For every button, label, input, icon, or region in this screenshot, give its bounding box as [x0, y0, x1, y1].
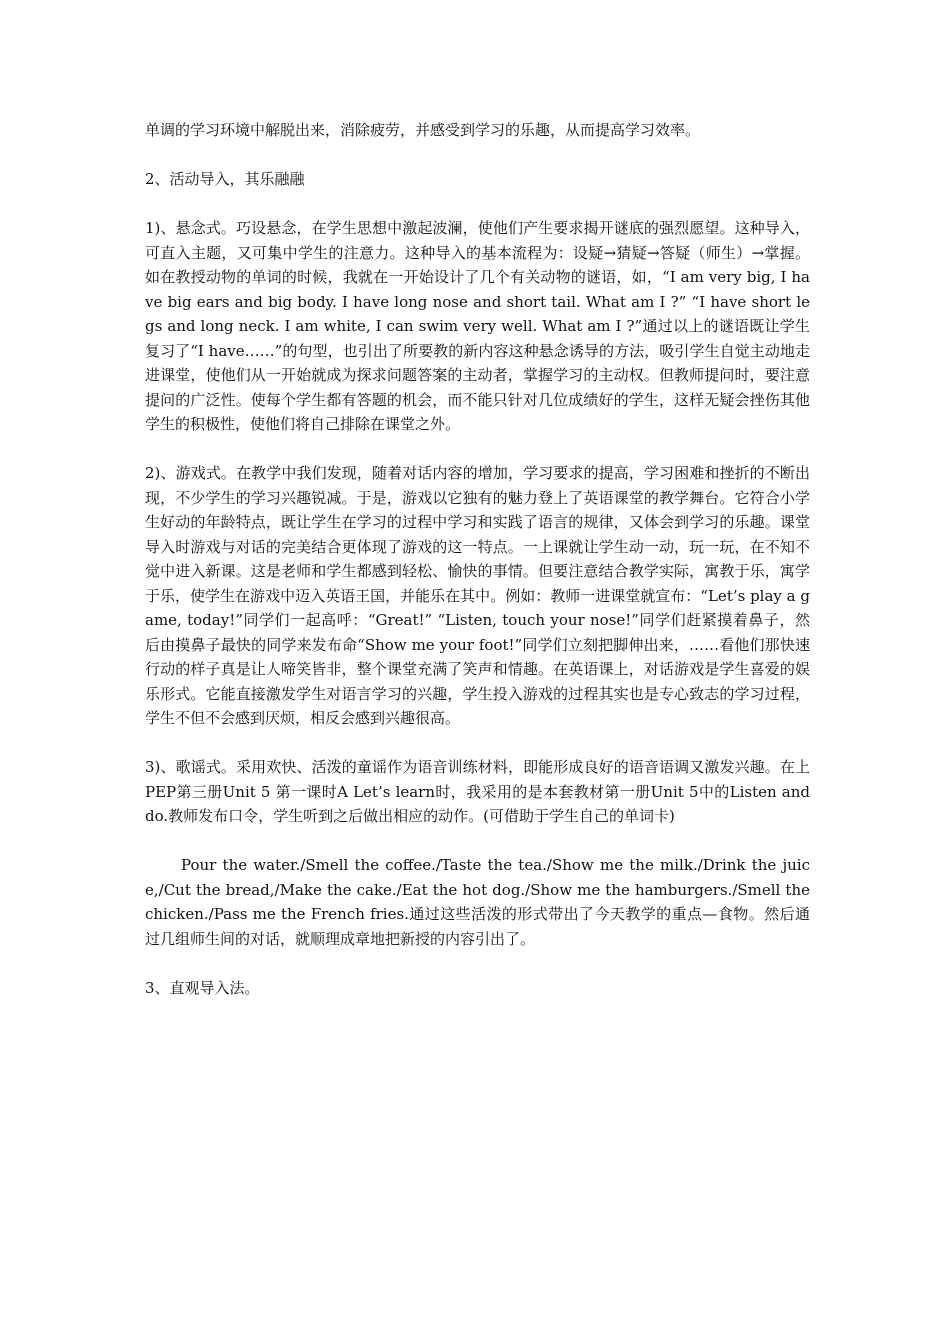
section-heading-visual-intro: 3、直观导入法。 — [145, 978, 260, 997]
paragraph-rhyme-method: 3)、歌谣式。采用欢快、活泼的童谣作为语音训练材料，即能形成良好的语音语调又激发兴趣。在上PEP第三册Unit 5 第一课时A Let’s learn时，我采用的是本套教材第一册Unit 5中的Listen and do.教师发布口令，学生听到之后做出相应的动作。(可借助于学生自己的单词卡) — [145, 758, 810, 825]
paragraph-game-method: 2)、游戏式。在教学中我们发现，随着对话内容的增加，学习要求的提高，学习困难和挫折的不断出现，不少学生的学习兴趣锐减。于是，游戏以它独有的魅力登上了英语课堂的教学舞台。它符合小学生好动的年龄特点，既让学生在学习的过程中学习和实践了语言的规律，又体会到学习的乐趣。课堂导入时游戏与对话的完美结合更体现了游戏的这一特点。一上课就让学生动一动，玩一玩，在不知不觉中进入新课。这是老师和学生都感到轻松、愉快的事情。但要注意结合教学实际，寓教于乐，寓学于乐，使学生在游戏中迈入英语王国，并能乐在其中。例如：教师一进课堂就宣布：“Let’s play a game, today!”同学们一起高呼：“Great!” “Listen, touch your nose!”同学们赶紧摸着鼻子，然后由摸鼻子最快的同学来发布命“Show me your foot!”同学们立刻把脚伸出来，……看他们那快速行动的样子真是让人啼笑皆非，整个课堂充满了笑声和情趣。在英语课上，对话游戏是学生喜爱的娱乐形式。它能直接激发学生对语言学习的兴趣，学生投入游戏的过程其实也是专心致志的学习过程，学生不但不会感到厌烦，相反会感到兴趣很高。 — [145, 464, 810, 727]
document-body — [145, 118, 810, 1025]
section-heading-activity-intro: 2、活动导入，其乐融融 — [145, 170, 305, 188]
paragraph-chant-commands: Pour the water./Smell the coffee./Taste the tea./Show me the milk./Drink the juice,/Cut the bread,/Make the cake./Eat the hot dog./Show me the hamburgers./Smell the chicken./Pass me the French fries.通过这些活泼的形式带出了今天教学的重点—食物。然后通过几组师生间的对话，就顺理成章地把新授的内容引出了。 — [145, 856, 810, 948]
paragraph-continuation: 单调的学习环境中解脱出来，消除疲劳，并感受到学习的乐趣，从而提高学习效率。 — [145, 121, 701, 139]
paragraph-suspense-method: 1)、悬念式。巧设悬念，在学生思想中激起波澜，使他们产生要求揭开谜底的强烈愿望。这种导入，可直入主题，又可集中学生的注意力。这种导入的基本流程为：设疑→猜疑→答疑（师生）→掌握。如在教授动物的单词的时候，我就在一开始设计了几个有关动物的谜语，如，“I am very big, I have big ears and big body. I have long nose and short tail. What am I ?” “I have short legs and long neck. I am white, I can swim very well. What am I ?”通过以上的谜语既让学生复习了“I have……”的句型，也引出了所要教的新内容这种悬念诱导的方法，吸引学生自觉主动地走进课堂，使他们从一开始就成为探求问题答案的主动者，掌握学习的主动权。但教师提问时，要注意提问的广泛性。使每个学生都有答题的机会，而不能只针对几位成绩好的学生，这样无疑会挫伤其他学生的积极性，使他们将自己排除在课堂之外。 — [145, 219, 810, 433]
